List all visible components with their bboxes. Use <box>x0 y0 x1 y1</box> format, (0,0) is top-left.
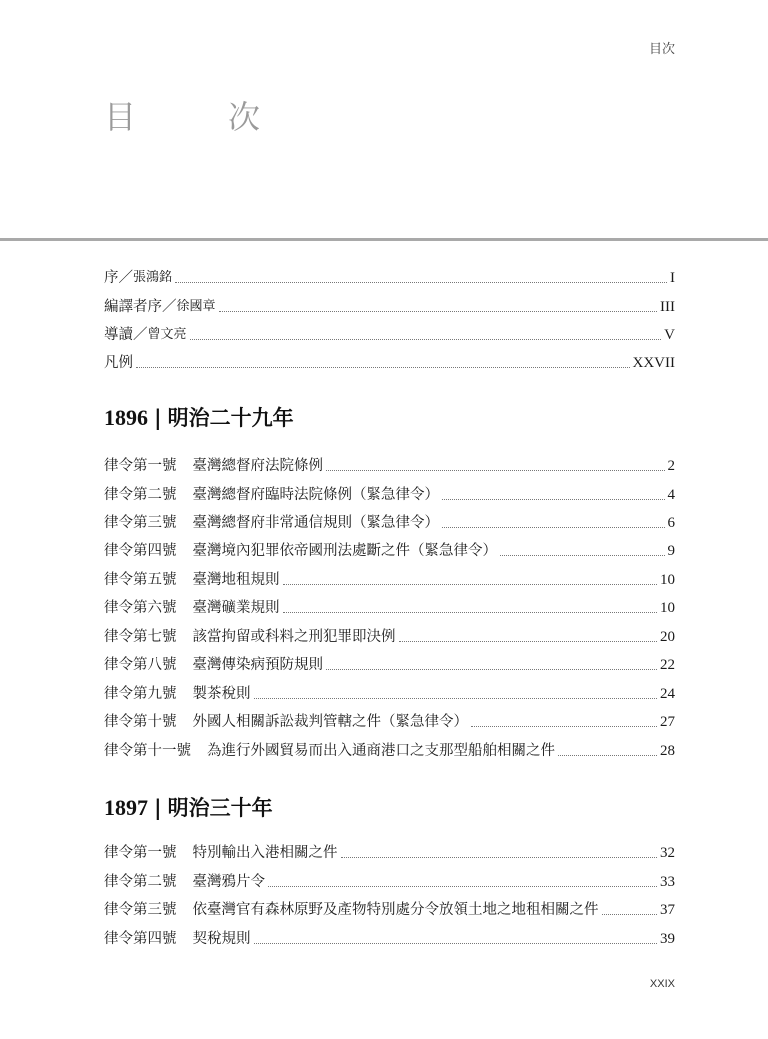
entry-page: 20 <box>660 629 675 645</box>
entry-title: 臺灣總督府非常通信規則（緊急律令） <box>192 515 439 531</box>
toc-entry[interactable] <box>104 567 675 589</box>
entry-label: 編譯者序／ <box>104 299 177 315</box>
dot-leader <box>175 281 667 283</box>
toc-entry[interactable] <box>104 350 675 372</box>
entry-page: 37 <box>660 902 675 918</box>
dot-leader <box>602 913 658 915</box>
entry-page: 39 <box>660 931 675 947</box>
law-number: 律令第十一號 <box>104 743 191 759</box>
toc-entry[interactable] <box>104 738 675 760</box>
law-number: 律令第十號 <box>104 714 177 730</box>
entry-title: 臺灣總督府法院條例 <box>192 458 323 474</box>
law-number: 律令第九號 <box>104 686 177 702</box>
law-number: 律令第三號 <box>104 515 177 531</box>
entry-author: 張鴻銘 <box>133 270 173 285</box>
toc-entry[interactable] <box>104 322 675 344</box>
entry-title: 臺灣礦業規則 <box>192 600 280 616</box>
entry-page: 32 <box>660 845 675 861</box>
toc-entry[interactable] <box>104 897 675 919</box>
dot-leader <box>254 942 658 944</box>
entry-page: 9 <box>667 543 675 559</box>
section-heading <box>104 792 273 822</box>
law-number: 律令第六號 <box>104 600 177 616</box>
law-number: 律令第四號 <box>104 931 177 947</box>
entry-page: 33 <box>660 874 675 890</box>
entry-page: 6 <box>667 515 675 531</box>
toc-entry[interactable] <box>104 926 675 948</box>
entry-page: 2 <box>667 458 675 474</box>
entry-page: XXVII <box>632 355 675 371</box>
toc-entry[interactable] <box>104 709 675 731</box>
toc-entry[interactable] <box>104 510 675 532</box>
dot-leader <box>500 554 665 556</box>
toc-entry[interactable] <box>104 652 675 674</box>
law-number: 律令第二號 <box>104 487 177 503</box>
dot-leader <box>219 310 657 312</box>
toc-entry[interactable] <box>104 595 675 617</box>
law-number: 律令第三號 <box>104 902 177 918</box>
section-year: 1896 <box>104 405 148 430</box>
entry-title: 依臺灣官有森林原野及產物特別處分令放領土地之地租相關之件 <box>192 902 599 918</box>
entry-page: III <box>660 299 675 315</box>
section-separator: | <box>154 795 162 820</box>
dot-leader <box>326 668 657 670</box>
entry-title: 製茶稅則 <box>192 686 251 702</box>
dot-leader <box>442 498 665 500</box>
entry-title: 為進行外國貿易而出入通商港口之支那型船舶相關之件 <box>207 743 555 759</box>
dot-leader <box>136 366 630 368</box>
title-divider <box>0 238 768 241</box>
section-separator: | <box>154 405 162 430</box>
dot-leader <box>283 611 658 613</box>
toc-entry[interactable] <box>104 294 675 316</box>
entry-page: 10 <box>660 600 675 616</box>
entry-title: 外國人相關訴訟裁判管轄之件（緊急律令） <box>192 714 468 730</box>
toc-entry[interactable] <box>104 624 675 646</box>
section-year: 1897 <box>104 795 148 820</box>
page-number: XXIX <box>649 978 675 990</box>
entry-title: 臺灣境內犯罪依帝國刑法處斷之件（緊急律令） <box>192 543 497 559</box>
law-number: 律令第七號 <box>104 629 177 645</box>
section-era: 明治二十九年 <box>167 405 294 430</box>
section-era: 明治三十年 <box>167 795 273 820</box>
entry-author: 徐國章 <box>176 299 216 314</box>
toc-entry[interactable] <box>104 538 675 560</box>
toc-entry[interactable] <box>104 869 675 891</box>
entry-title: 該當拘留或科料之刑犯罪即決例 <box>192 629 396 645</box>
law-number: 律令第五號 <box>104 572 177 588</box>
entry-title: 契稅規則 <box>192 931 251 947</box>
entry-author: 曾文亮 <box>147 327 187 342</box>
entry-title: 臺灣總督府臨時法院條例（緊急律令） <box>192 487 439 503</box>
entry-label: 序／ <box>104 270 133 286</box>
dot-leader <box>268 885 657 887</box>
dot-leader <box>471 725 657 727</box>
dot-leader <box>254 697 658 699</box>
law-number: 律令第八號 <box>104 657 177 673</box>
page-title: 目 次 <box>104 98 291 136</box>
dot-leader <box>283 583 658 585</box>
law-number: 律令第二號 <box>104 874 177 890</box>
dot-leader <box>558 754 657 756</box>
law-number: 律令第一號 <box>104 845 177 861</box>
law-number: 律令第一號 <box>104 458 177 474</box>
toc-entry[interactable] <box>104 482 675 504</box>
entry-page: 27 <box>660 714 675 730</box>
entry-title: 特別輸出入港相關之件 <box>192 845 338 861</box>
entry-page: 24 <box>660 686 675 702</box>
toc-entry[interactable] <box>104 840 675 862</box>
dot-leader <box>326 469 665 471</box>
running-head: 目次 <box>648 42 675 57</box>
entry-page: 22 <box>660 657 675 673</box>
dot-leader <box>399 640 658 642</box>
dot-leader <box>190 338 662 340</box>
section-heading <box>104 402 294 432</box>
toc-entry[interactable] <box>104 453 675 475</box>
dot-leader <box>341 856 658 858</box>
entry-page: V <box>664 327 675 343</box>
toc-entry[interactable] <box>104 681 675 703</box>
entry-title: 臺灣地租規則 <box>192 572 280 588</box>
entry-page: I <box>670 270 675 286</box>
law-number: 律令第四號 <box>104 543 177 559</box>
entry-page: 4 <box>667 487 675 503</box>
entry-label: 凡例 <box>104 355 133 371</box>
dot-leader <box>442 526 665 528</box>
toc-entry[interactable] <box>104 265 675 287</box>
entry-title: 臺灣鴉片令 <box>192 874 265 890</box>
entry-label: 導讀／ <box>104 327 148 343</box>
entry-title: 臺灣傳染病預防規則 <box>192 657 323 673</box>
entry-page: 28 <box>660 743 675 759</box>
entry-page: 10 <box>660 572 675 588</box>
